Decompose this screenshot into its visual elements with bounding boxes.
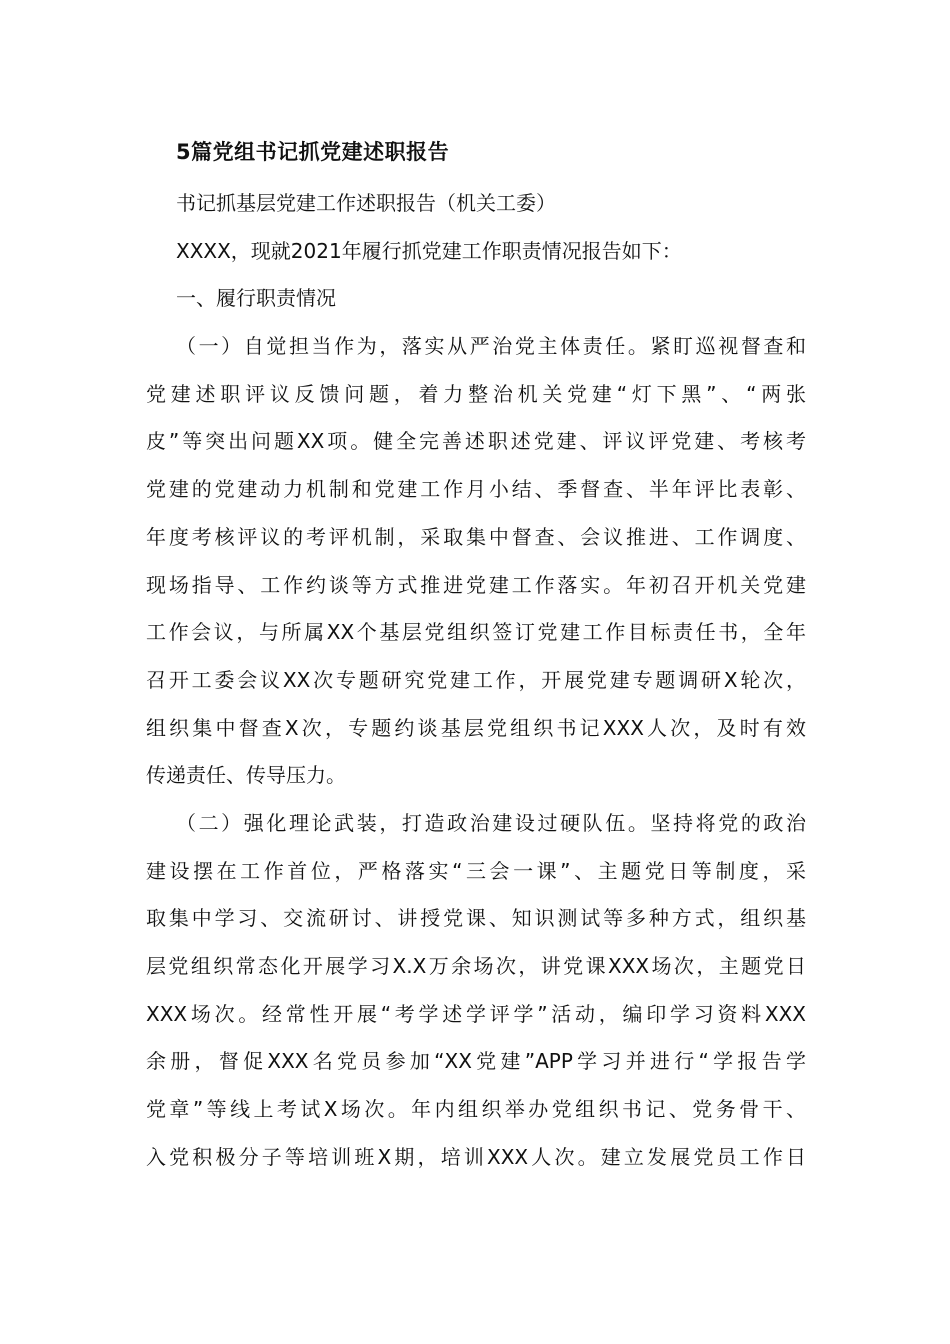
intro-line: XXXX，现就2021年履行抓党建工作职责情况报告如下： xyxy=(176,238,682,263)
paragraph-2-line: 建设摆在工作首位，严格落实“三会一课”、主题党日等制度，采 xyxy=(146,858,806,883)
paragraph-1-line: 年度考核评议的考评机制，采取集中督查、会议推进、工作调度、 xyxy=(146,524,806,549)
paragraph-1-line: 党建的党建动力机制和党建工作月小结、季督查、半年评比表彰、 xyxy=(146,477,806,502)
paragraph-2-line: 取集中学习、交流研讨、讲授党课、知识测试等多种方式，组织基 xyxy=(146,906,806,931)
paragraph-2-line: 入党积极分子等培训班X期，培训XXX人次。建立发展党员工作日 xyxy=(146,1144,806,1169)
paragraph-1-line: 党建述职评议反馈问题，着力整治机关党建“灯下黑”、“两张 xyxy=(146,381,806,406)
paragraph-2-line: 层党组织常态化开展学习X.X万余场次，讲党课XXX场次，主题党日 xyxy=(146,954,806,978)
paragraph-1-line: （一）自觉担当作为，落实从严治党主体责任。紧盯巡视督查和 xyxy=(176,334,806,359)
paragraph-2-line: 余册，督促XXX名党员参加“XX党建”APP学习并进行“学报告学 xyxy=(146,1049,806,1074)
subtitle-line: 书记抓基层党建工作述职报告（机关工委） xyxy=(176,191,556,215)
document-title: 5篇党组书记抓党建述职报告 xyxy=(176,140,450,164)
paragraph-1-line: 组织集中督查X次，专题约谈基层党组织书记XXX人次，及时有效 xyxy=(146,715,806,740)
paragraph-1-line: 召开工委会议XX次专题研究党建工作，开展党建专题调研X轮次， xyxy=(146,667,806,692)
paragraph-2-line: （二）强化理论武装，打造政治建设过硬队伍。坚持将党的政治 xyxy=(176,810,806,835)
paragraph-1-line: 现场指导、工作约谈等方式推进党建工作落实。年初召开机关党建 xyxy=(146,572,806,597)
paragraph-2-line: 党章”等线上考试X场次。年内组织举办党组织书记、党务骨干、 xyxy=(146,1097,806,1122)
paragraph-1-line: 传递责任、传导压力。 xyxy=(146,763,346,788)
document-body xyxy=(146,132,806,1181)
paragraph-1-line: 工作会议，与所属XX个基层党组织签订党建工作目标责任书，全年 xyxy=(146,620,806,645)
paragraph-2-line: XXX场次。经常性开展“考学述学评学”活动，编印学习资料XXX xyxy=(146,1001,806,1026)
section-heading: 一、履行职责情况 xyxy=(176,286,336,311)
paragraph-1-line: 皮”等突出问题XX项。健全完善述职述党建、评议评党建、考核考 xyxy=(146,429,806,454)
